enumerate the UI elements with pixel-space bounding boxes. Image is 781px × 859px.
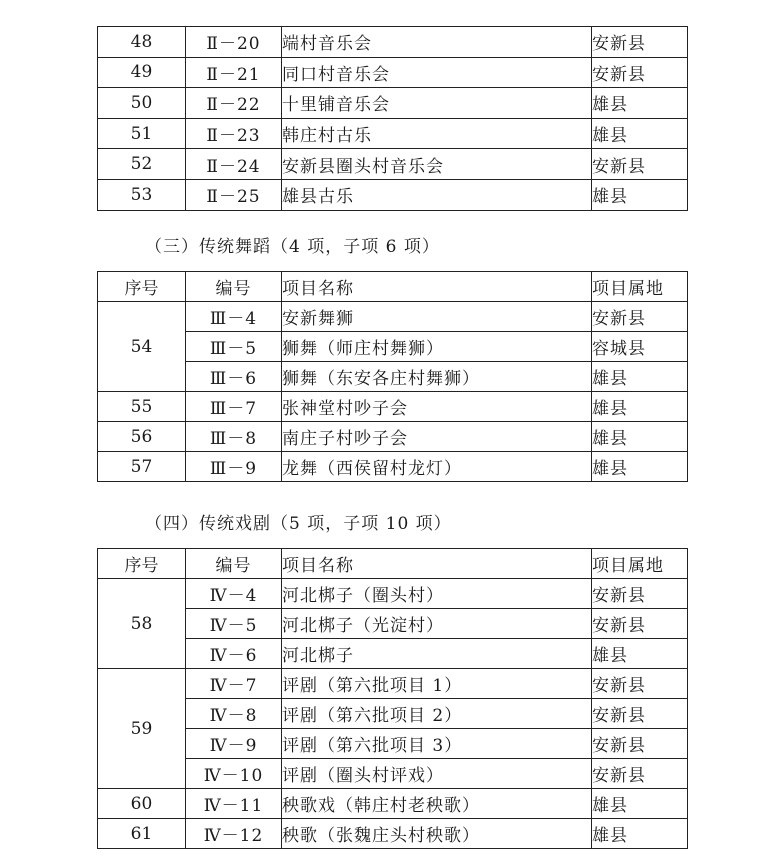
cell-location: 安新县 — [592, 57, 688, 88]
cell-name: 评剧（第六批项目 1） — [282, 669, 592, 699]
cell-seq: 54 — [98, 302, 186, 392]
cell-location: 安新县 — [592, 302, 688, 332]
cell-name: 评剧（第六批项目 3） — [282, 729, 592, 759]
cell-code: Ⅱ－22 — [186, 88, 282, 119]
cell-seq: 57 — [98, 452, 186, 482]
cell-location: 安新县 — [592, 149, 688, 180]
cell-code: Ⅳ－12 — [186, 819, 282, 849]
header-code: 编号 — [186, 549, 282, 579]
table-row — [98, 669, 688, 699]
table-row — [98, 88, 688, 119]
header-location: 项目属地 — [592, 549, 688, 579]
table-row — [98, 759, 688, 789]
cell-seq: 59 — [98, 669, 186, 789]
cell-code: Ⅱ－23 — [186, 118, 282, 149]
table-row — [98, 609, 688, 639]
cell-seq: 52 — [98, 149, 186, 180]
table-row — [98, 579, 688, 609]
cell-code: Ⅱ－21 — [186, 57, 282, 88]
cell-name: 龙舞（西侯留村龙灯） — [282, 452, 592, 482]
table-row — [98, 729, 688, 759]
header-name: 项目名称 — [282, 272, 592, 302]
header-location: 项目属地 — [592, 272, 688, 302]
cell-code: Ⅳ－9 — [186, 729, 282, 759]
cell-code: Ⅳ－7 — [186, 669, 282, 699]
cell-code: Ⅲ－5 — [186, 332, 282, 362]
cell-location: 雄县 — [592, 452, 688, 482]
table-row — [98, 819, 688, 849]
table-row — [98, 179, 688, 210]
table-row — [98, 422, 688, 452]
table-row — [98, 789, 688, 819]
table-row — [98, 27, 688, 58]
cell-code: Ⅲ－7 — [186, 392, 282, 422]
cell-location: 雄县 — [592, 819, 688, 849]
cell-code: Ⅳ－11 — [186, 789, 282, 819]
header-name: 项目名称 — [282, 549, 592, 579]
cell-location: 雄县 — [592, 88, 688, 119]
cell-name: 端村音乐会 — [282, 27, 592, 58]
cell-code: Ⅳ－10 — [186, 759, 282, 789]
table-header-row — [98, 272, 688, 302]
cell-name: 评剧（圈头村评戏） — [282, 759, 592, 789]
cell-code: Ⅳ－6 — [186, 639, 282, 669]
cell-name: 秧歌戏（韩庄村老秧歌） — [282, 789, 592, 819]
cell-seq: 56 — [98, 422, 186, 452]
cell-code: Ⅲ－4 — [186, 302, 282, 332]
cell-seq: 50 — [98, 88, 186, 119]
cell-code: Ⅲ－6 — [186, 362, 282, 392]
cell-seq: 60 — [98, 789, 186, 819]
table-row — [98, 639, 688, 669]
dance-section-heading: （三）传统舞蹈（4 项，子项 6 项） — [145, 237, 440, 257]
header-seq: 序号 — [98, 549, 186, 579]
cell-name: 狮舞（东安各庄村舞狮） — [282, 362, 592, 392]
cell-name: 狮舞（师庄村舞狮） — [282, 332, 592, 362]
header-seq: 序号 — [98, 272, 186, 302]
table-row — [98, 118, 688, 149]
cell-name: 河北梆子 — [282, 639, 592, 669]
cell-code: Ⅳ－8 — [186, 699, 282, 729]
cell-code: Ⅱ－25 — [186, 179, 282, 210]
cell-code: Ⅱ－24 — [186, 149, 282, 180]
cell-location: 安新县 — [592, 579, 688, 609]
cell-seq: 48 — [98, 27, 186, 58]
cell-name: 十里铺音乐会 — [282, 88, 592, 119]
cell-location: 安新县 — [592, 729, 688, 759]
cell-name: 安新县圈头村音乐会 — [282, 149, 592, 180]
cell-location: 雄县 — [592, 118, 688, 149]
cell-seq: 51 — [98, 118, 186, 149]
cell-code: Ⅳ－4 — [186, 579, 282, 609]
cell-location: 安新县 — [592, 27, 688, 58]
cell-seq: 61 — [98, 819, 186, 849]
cell-name: 张神堂村吵子会 — [282, 392, 592, 422]
cell-code: Ⅱ－20 — [186, 27, 282, 58]
cell-seq: 49 — [98, 57, 186, 88]
cell-location: 安新县 — [592, 759, 688, 789]
cell-name: 河北梆子（圈头村） — [282, 579, 592, 609]
cell-location: 安新县 — [592, 669, 688, 699]
cell-seq: 53 — [98, 179, 186, 210]
opera-section-heading: （四）传统戏剧（5 项，子项 10 项） — [145, 514, 452, 534]
cell-code: Ⅲ－8 — [186, 422, 282, 452]
cell-name: 秧歌（张魏庄头村秧歌） — [282, 819, 592, 849]
cell-location: 雄县 — [592, 179, 688, 210]
cell-name: 安新舞狮 — [282, 302, 592, 332]
cell-name: 南庄子村吵子会 — [282, 422, 592, 452]
table-row — [98, 332, 688, 362]
table-row — [98, 452, 688, 482]
cell-code: Ⅲ－9 — [186, 452, 282, 482]
opera-table — [97, 548, 688, 849]
cell-seq: 58 — [98, 579, 186, 669]
cell-location: 安新县 — [592, 609, 688, 639]
cell-seq: 55 — [98, 392, 186, 422]
table-row — [98, 149, 688, 180]
cell-code: Ⅳ－5 — [186, 609, 282, 639]
table-header-row — [98, 549, 688, 579]
cell-name: 雄县古乐 — [282, 179, 592, 210]
dance-table — [97, 271, 688, 482]
cell-name: 同口村音乐会 — [282, 57, 592, 88]
table-row — [98, 699, 688, 729]
cell-name: 韩庄村古乐 — [282, 118, 592, 149]
cell-location: 雄县 — [592, 639, 688, 669]
header-code: 编号 — [186, 272, 282, 302]
table-row — [98, 392, 688, 422]
cell-location: 安新县 — [592, 699, 688, 729]
cell-name: 评剧（第六批项目 2） — [282, 699, 592, 729]
table-row — [98, 362, 688, 392]
cell-location: 容城县 — [592, 332, 688, 362]
cell-location: 雄县 — [592, 422, 688, 452]
cell-location: 雄县 — [592, 789, 688, 819]
table-row — [98, 57, 688, 88]
music-table-continued — [97, 26, 688, 211]
cell-name: 河北梆子（光淀村） — [282, 609, 592, 639]
cell-location: 雄县 — [592, 392, 688, 422]
table-row — [98, 302, 688, 332]
cell-location: 雄县 — [592, 362, 688, 392]
